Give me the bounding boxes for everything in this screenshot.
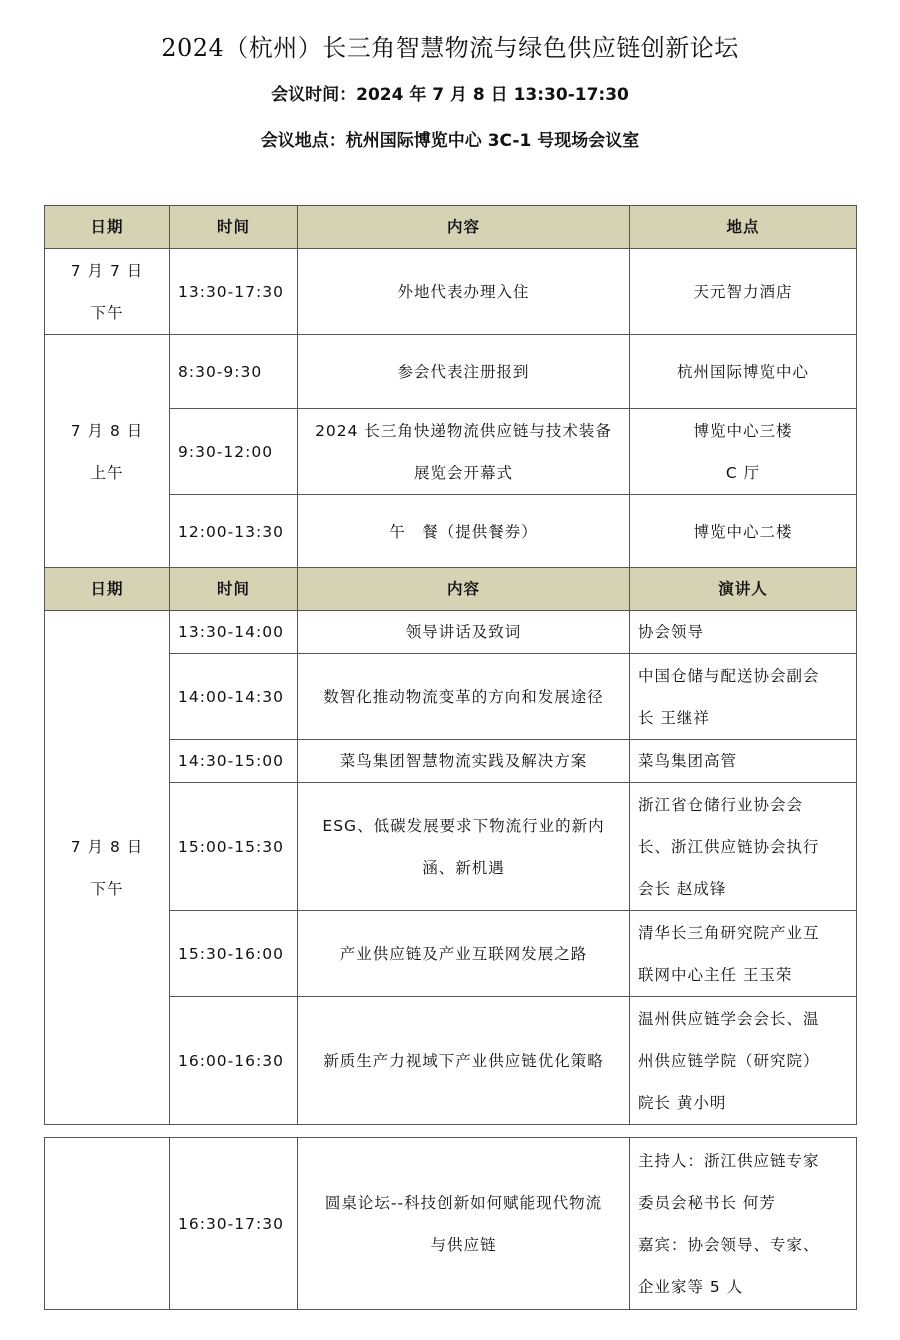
meeting-time: 会议时间：2024 年 7 月 8 日 13:30-17:30 [271,85,629,105]
schedule-table-afternoon [44,567,857,1125]
place-cell: 博览中心三楼 C 厅 [630,409,857,495]
time-cell: 8:30-9:30 [170,335,298,409]
speaker-cell: 协会领导 [630,611,857,654]
header-content: 内容 [298,206,630,249]
table-header-row [45,568,857,611]
header-date: 日期 [45,206,170,249]
place-cell: 杭州国际博览中心 [630,335,857,409]
content-cell: 数智化推动物流变革的方向和发展途径 [298,654,630,740]
date-cell: 7 月 8 日 下午 [45,611,170,1125]
place-cell: 博览中心二楼 [630,495,857,569]
schedule-table-morning [44,205,857,569]
header-place: 地点 [630,206,857,249]
table-row [45,611,857,654]
content-cell: ESG、低碳发展要求下物流行业的新内 涵、新机遇 [298,783,630,911]
date-cell: 7 月 8 日 上午 [45,335,170,569]
header-date: 日期 [45,568,170,611]
time-cell: 16:00-16:30 [170,997,298,1125]
date-cell: 7 月 7 日 下午 [45,249,170,335]
content-cell: 参会代表注册报到 [298,335,630,409]
header-time: 时间 [170,568,298,611]
content-cell: 圆桌论坛--科技创新如何赋能现代物流 与供应链 [298,1138,630,1310]
speaker-cell: 主持人：浙江供应链专家 委员会秘书长 何芳 嘉宾：协会领导、专家、 企业家等 5 人 [630,1138,857,1310]
speaker-cell: 温州供应链学会会长、温 州供应链学院（研究院） 院长 黄小明 [630,997,857,1125]
speaker-cell: 浙江省仓储行业协会会 长、浙江供应链协会执行 会长 赵成锋 [630,783,857,911]
table-row [45,249,857,335]
time-cell: 9:30-12:00 [170,409,298,495]
time-cell: 16:30-17:30 [170,1138,298,1310]
table-row [45,1138,857,1310]
content-cell: 外地代表办理入住 [298,249,630,335]
header-time: 时间 [170,206,298,249]
schedule-table-roundtable [44,1137,857,1310]
content-cell: 菜鸟集团智慧物流实践及解决方案 [298,740,630,783]
speaker-cell: 菜鸟集团高管 [630,740,857,783]
speaker-cell: 清华长三角研究院产业互 联网中心主任 王玉荣 [630,911,857,997]
content-cell: 产业供应链及产业互联网发展之路 [298,911,630,997]
table-row [45,335,857,409]
header-speaker: 演讲人 [630,568,857,611]
date-cell [45,1138,170,1310]
time-cell: 13:30-14:00 [170,611,298,654]
content-cell: 领导讲话及致词 [298,611,630,654]
table-header-row [45,206,857,249]
place-cell: 天元智力酒店 [630,249,857,335]
time-cell: 14:00-14:30 [170,654,298,740]
time-cell: 12:00-13:30 [170,495,298,569]
time-cell: 15:00-15:30 [170,783,298,911]
meeting-place: 会议地点：杭州国际博览中心 3C-1 号现场会议室 [260,131,640,151]
content-cell: 2024 长三角快递物流供应链与技术装备 展览会开幕式 [298,409,630,495]
time-cell: 14:30-15:00 [170,740,298,783]
speaker-cell: 中国仓储与配送协会副会 长 王继祥 [630,654,857,740]
header-content: 内容 [298,568,630,611]
page-title: 2024（杭州）长三角智慧物流与绿色供应链创新论坛 [161,34,739,62]
content-cell: 新质生产力视域下产业供应链优化策略 [298,997,630,1125]
time-cell: 15:30-16:00 [170,911,298,997]
content-cell: 午 餐（提供餐券） [298,495,630,569]
time-cell: 13:30-17:30 [170,249,298,335]
